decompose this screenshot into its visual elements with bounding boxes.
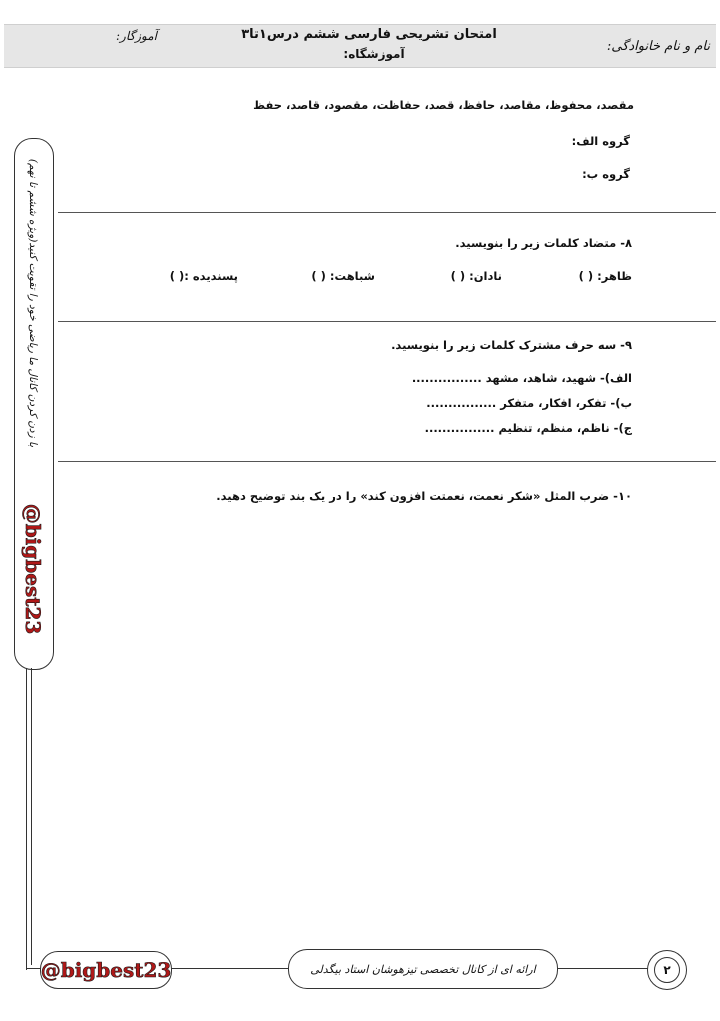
question-10: ۱۰- ضرب المثل «شکر نعمت، نعمتت افزون کند» را در یک بند توضیح دهید. [216,489,632,503]
group-b-label: گروه ب: [582,167,630,181]
exam-title: امتحان تشریحی فارسی ششم درس۱تا۳ [241,27,497,42]
sidebar-brand [14,470,52,668]
common-letters-item: ب)- تفکر، افکار، متفکر ................ [426,396,632,410]
frame-line [556,968,648,969]
footer-credit: ارائه ای از کانال تخصصی تیزهوشان استاد بیگدلی [288,949,558,989]
exam-header [4,24,716,68]
frame-line [26,668,27,970]
common-letters-item: ج)- ناظم، منظم، تنظیم ................ [424,421,632,435]
antonym-item: ظاهر: ( ) [578,269,632,283]
antonym-item: شباهت: ( ) [311,269,375,283]
sidebar-promo [14,138,52,468]
school-label: آموزشگاه: [343,47,405,61]
section-divider [58,461,716,462]
student-name-label: نام و نام خانوادگی: [606,39,710,54]
footer-brand: @bigbest23 [40,951,172,989]
question-9: ۹- سه حرف مشترک کلمات زیر را بنویسید. [391,338,632,352]
word-list: مقصد، محفوظ، مقاصد، حافظ، قصد، حفاظت، مقصود، قاصد، حفظ [253,98,634,112]
page-number-badge [647,950,687,990]
page-number: ۲ [654,957,680,983]
common-letters-item: الف)- شهید، شاهد، مشهد ................ [411,371,632,385]
sidebar-brand-text: @bigbest23 [21,503,45,635]
frame-line [31,668,32,965]
antonym-item: پسندیده :( ) [169,269,238,283]
antonym-item: نادان: ( ) [450,269,502,283]
frame-line [170,968,288,969]
section-divider [58,321,716,322]
question-8: ۸- متضاد کلمات زیر را بنویسید. [455,236,632,250]
section-divider [58,212,716,213]
sidebar-promo-text: با زدن کردن کانال ما ریاضی خود را تقویت کنید(ویژه ششم تا نهم) [27,158,39,448]
group-a-label: گروه الف: [571,134,630,148]
teacher-label: آموزگار: [116,29,157,43]
